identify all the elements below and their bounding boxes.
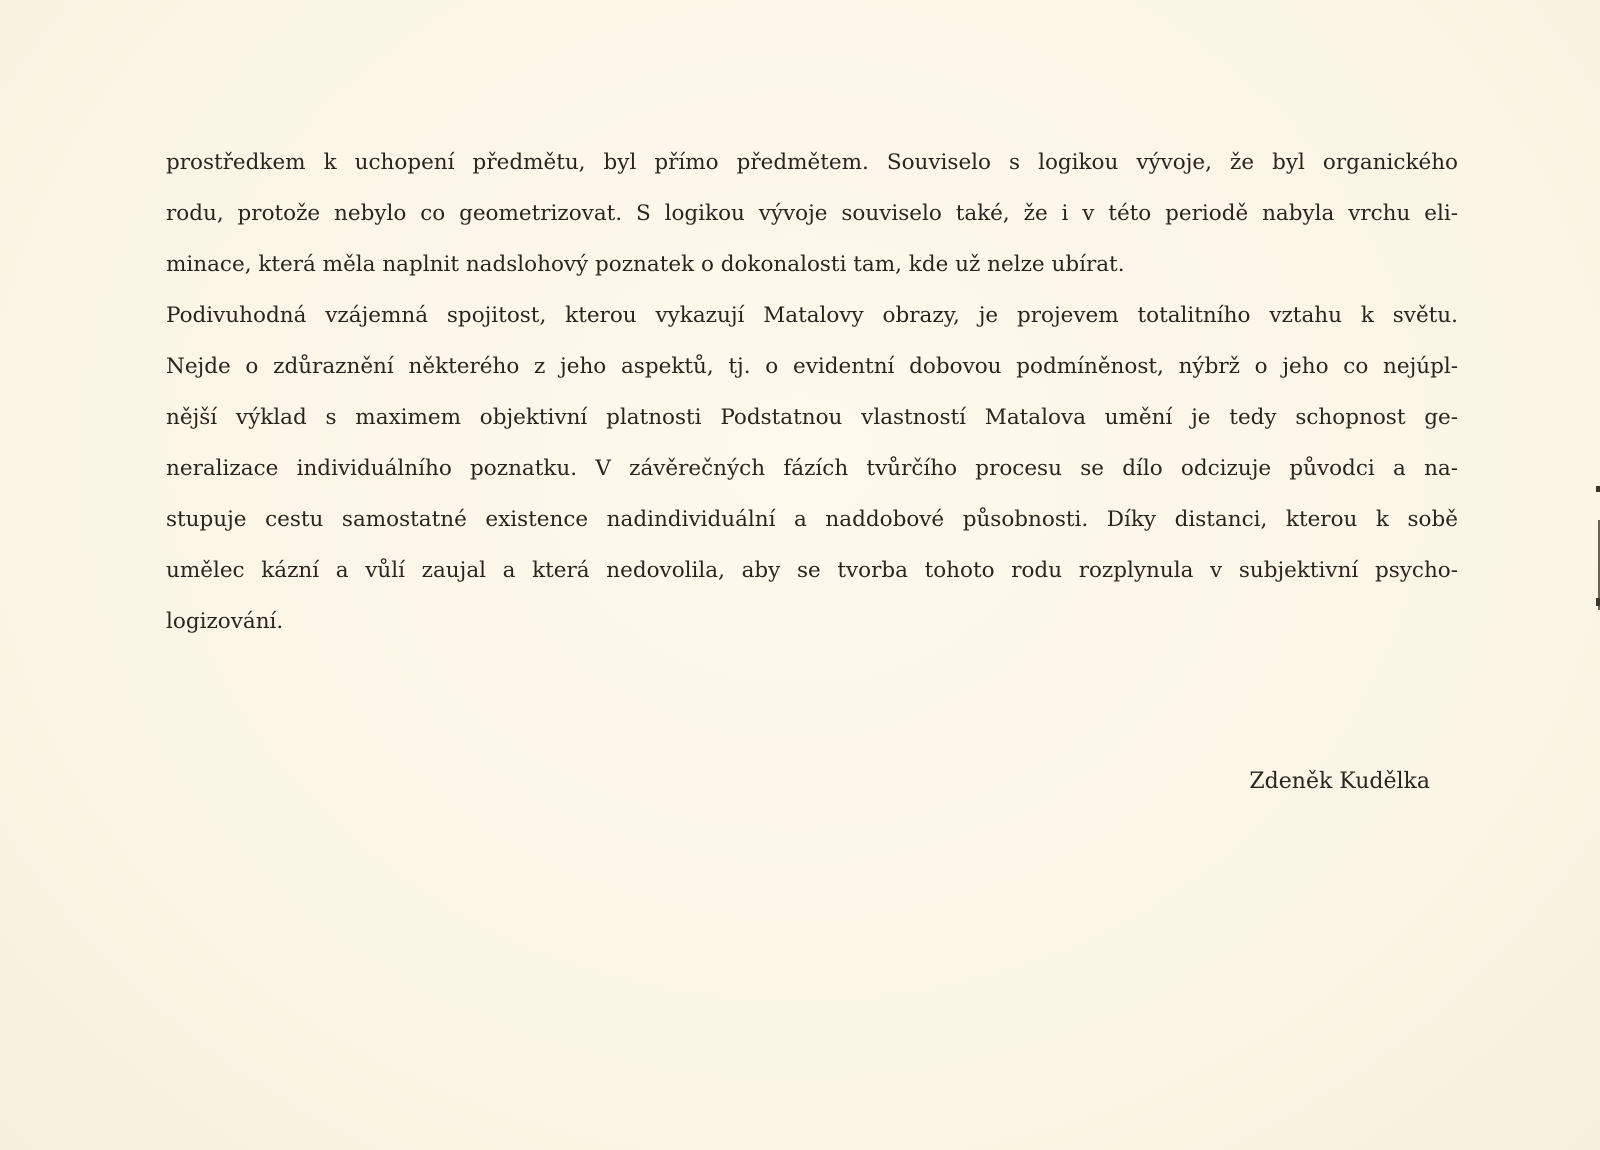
text-line: umělec kázní a vůlí zaujal a která nedovolila, aby se tvorba tohoto rodu rozplynula v subjektivní psycho- [166, 558, 1458, 583]
text-line: minace, která měla naplnit nadslohový poznatek o dokonalosti tam, kde už nelze ubírat. [166, 252, 1125, 277]
text-line: rodu, protože nebylo co geometrizovat. S logikou vývoje souviselo také, že i v této periodě nabyla vrchu eli- [166, 201, 1458, 226]
body-text [166, 137, 1458, 647]
text-line: logizování. [166, 609, 284, 634]
page-edge-mark [1596, 486, 1600, 492]
author-signature: Zdeněk Kudělka [1249, 769, 1430, 794]
text-line: nější výklad s maximem objektivní platnosti Podstatnou vlastností Matalova umění je tedy schopnost ge- [166, 405, 1458, 430]
paragraph [166, 290, 1458, 647]
text-line: Nejde o zdůraznění některého z jeho aspektů, tj. o evidentní dobovou podmíněnost, nýbrž o jeho co nejúpl- [166, 354, 1458, 379]
page-edge-mark [1596, 598, 1600, 606]
paragraph [166, 137, 1458, 290]
text-line: prostředkem k uchopení předmětu, byl přímo předmětem. Souviselo s logikou vývoje, že byl organického [166, 150, 1458, 175]
text-line: stupuje cestu samostatné existence nadindividuální a naddobové působnosti. Díky distanci, kterou k sobě [166, 507, 1458, 532]
text-line: neralizace individuálního poznatku. V závěrečných fázích tvůrčího procesu se dílo odcizuje původci a na- [166, 456, 1458, 481]
text-line: Podivuhodná vzájemná spojitost, kterou vykazují Matalovy obrazy, je projevem totalitního vztahu k světu. [166, 303, 1458, 328]
